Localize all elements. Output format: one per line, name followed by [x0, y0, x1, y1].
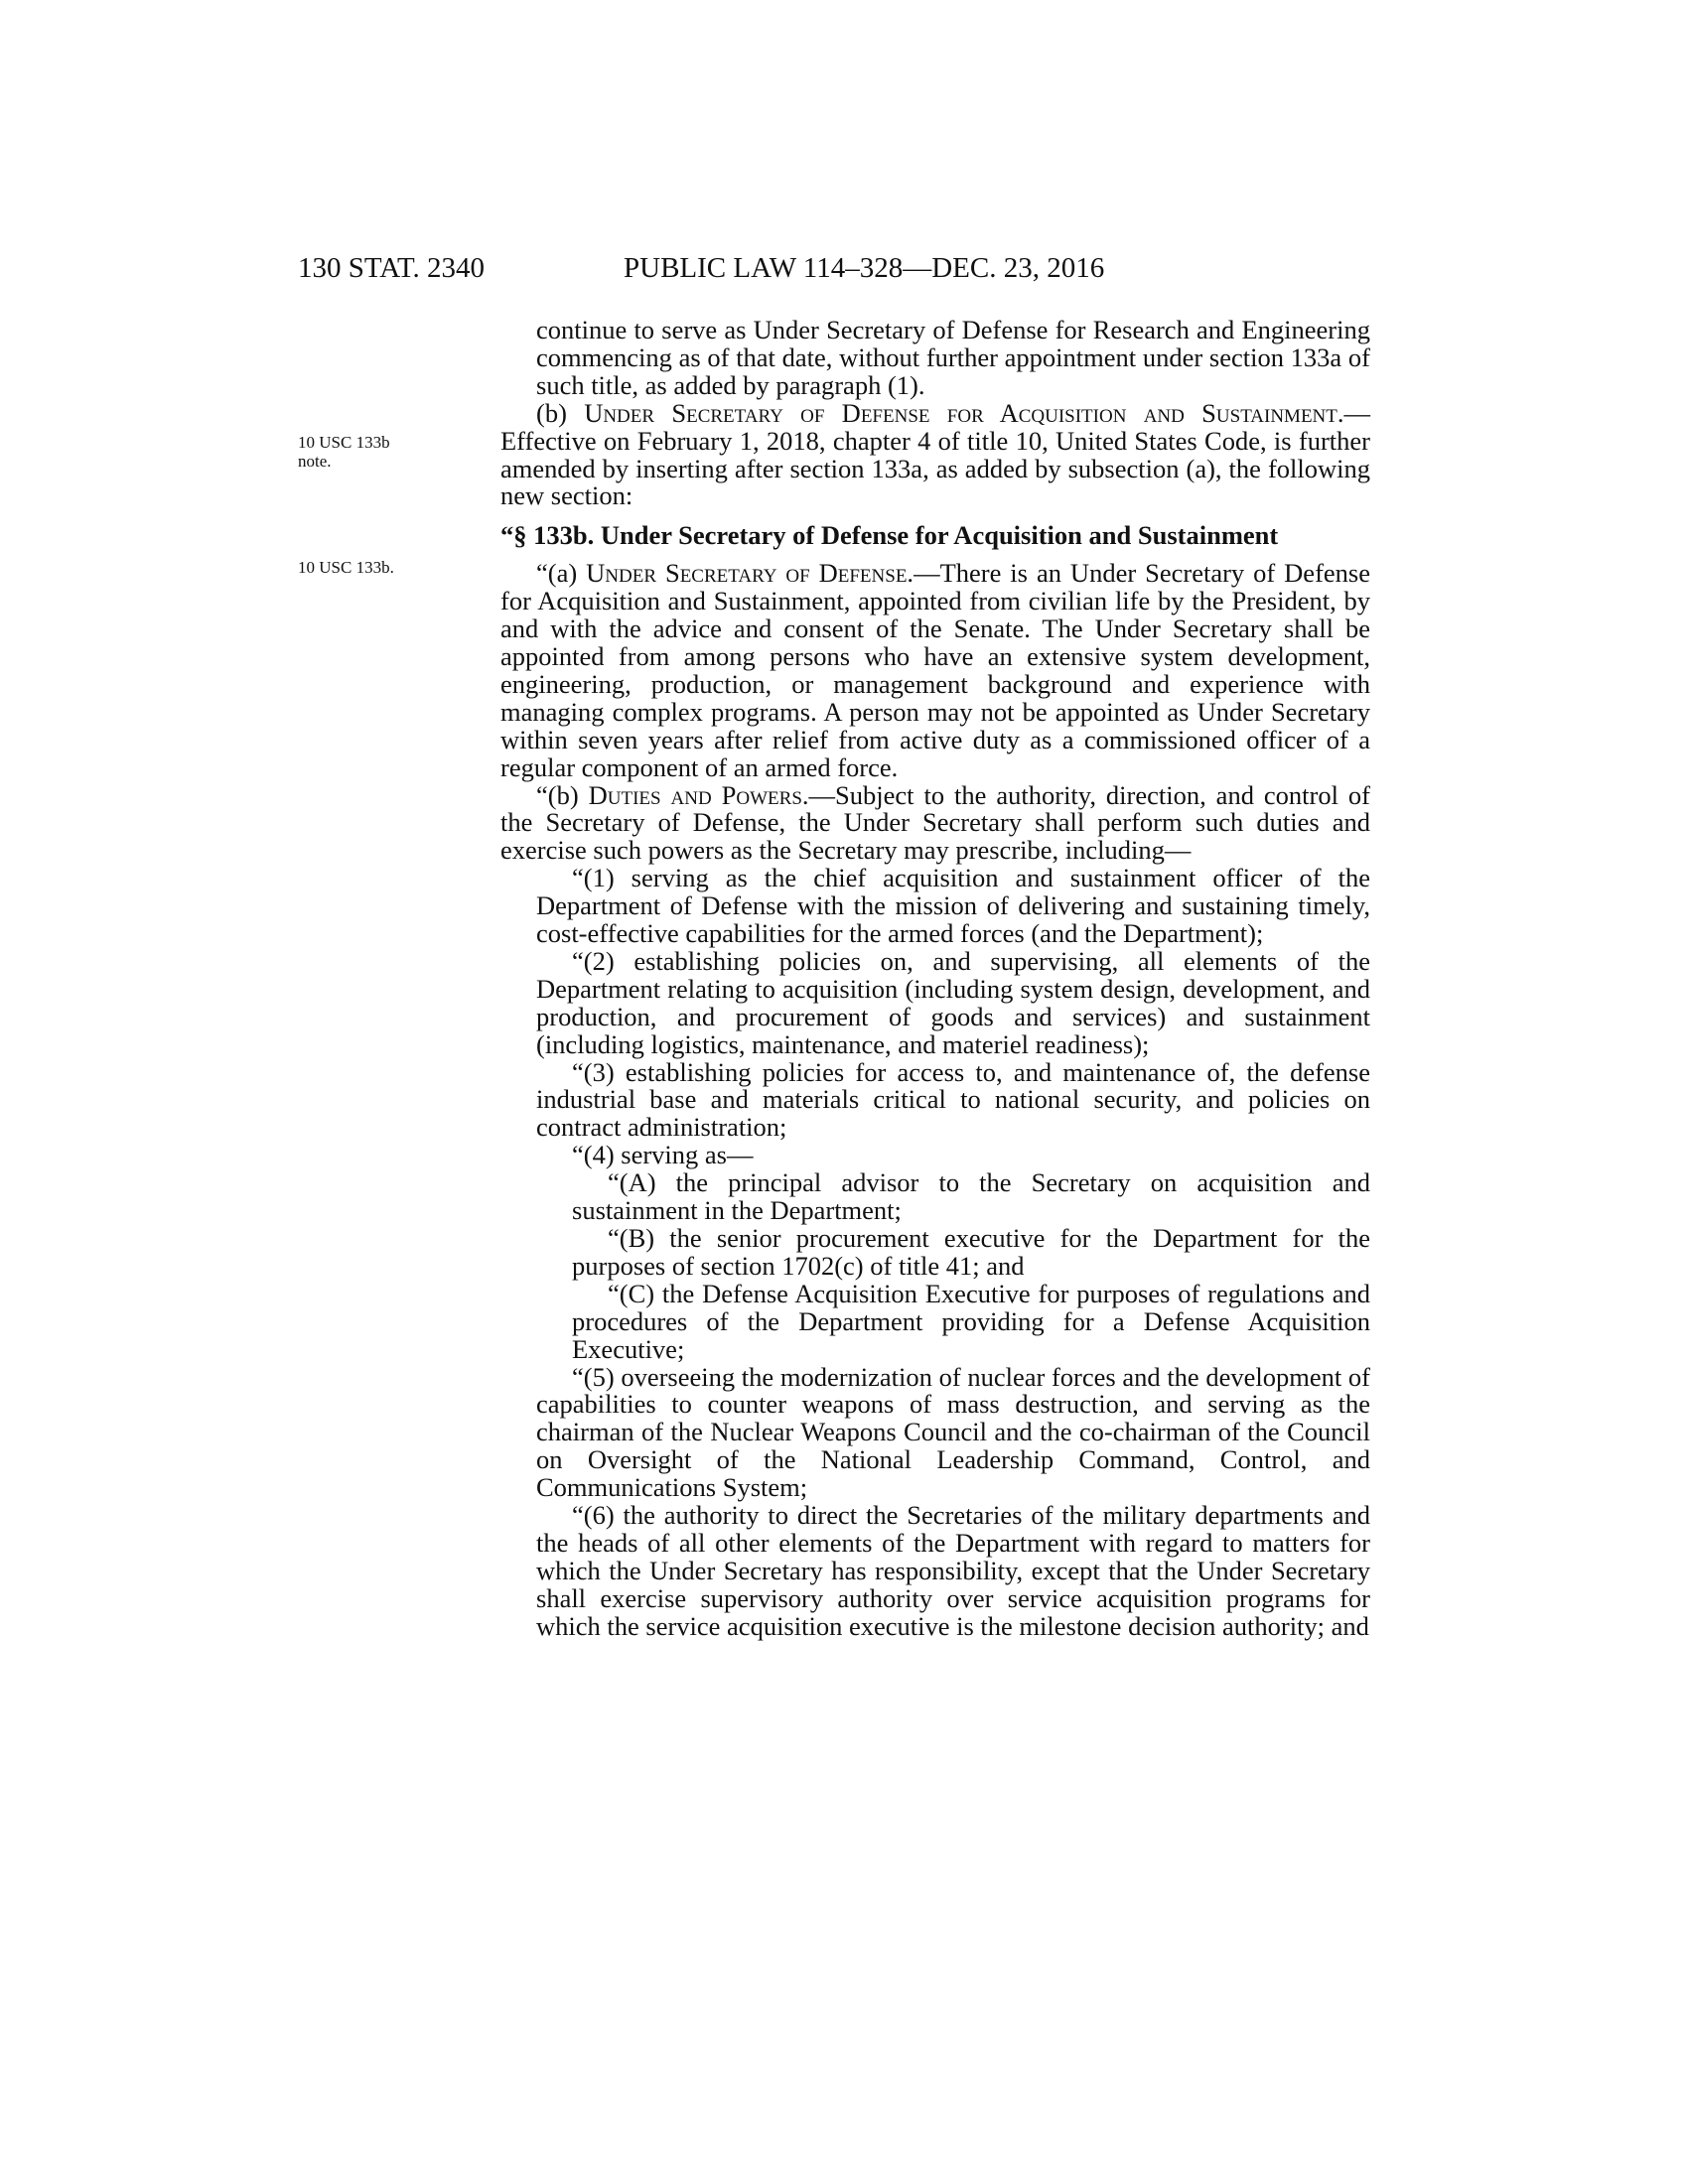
list-item: “(1) serving as the chief acquisition and sustainment officer of the Department of Defense with the mission of delivering and sustaining timely, cost-effective capabilities for the armed forces (and the Department);	[536, 863, 1370, 949]
list-item: “(4) serving as—	[572, 1140, 754, 1170]
margin-note-codification	[298, 433, 390, 471]
subsection-a-heading: Under Secretary of Defense.	[586, 558, 914, 589]
subsection-a-text: —There is an Under Secretary of Defense for Acquisition and Sustainment, appointed from civilian life by the President, by and with the advice and consent of the Senate. The Under Secretary shall be appointed from among persons who have an extensive system development, engineering, production, or management background and experience with managing complex programs. A person may not be appointed as Under Secretary within seven years after relief from active duty as a commissioned officer of a regular component of an armed force.	[500, 558, 1370, 782]
margin-note-section: 10 USC 133b.	[298, 558, 394, 577]
subsection-a-prefix: “(a)	[536, 558, 587, 589]
list-item: “(3) establishing policies for access to, and maintenance of, the defense industrial base and materials critical to national security, and policies on contract administration;	[536, 1056, 1370, 1143]
subsection-b-prefix: (b)	[536, 397, 585, 428]
paragraph-continuation: continue to serve as Under Secretary of Defense for Research and Engineering commencing as of that date, without further appointment under section 133a of such title, as added by paragraph (1).	[536, 315, 1370, 400]
sub-list-item: “(C) the Defense Acquisition Executive for purposes of regulations and procedures of the Department providing for a Defense Acquisition Executive;	[572, 1278, 1370, 1364]
public-law-title: PUBLIC LAW 114–328—DEC. 23, 2016	[624, 252, 1105, 284]
subsection-duties	[500, 779, 1370, 866]
subsection-b-text: —Effective on February 1, 2018, chapter 4 of title 10, United States Code, is further amended by inserting after section 133a, as added by subsection (a), the following new section:	[500, 397, 1371, 511]
list-item: “(6) the authority to direct the Secretaries of the military departments and the heads of all other elements of the Department with regard to matters for which the Under Secretary has responsibility, except that the Under Secretary shall exercise supervisory authority over service acquisition programs for which the service acquisition executive is the milestone decision authority; and	[536, 1500, 1370, 1641]
sub-list-item: “(A) the principal advisor to the Secretary on acquisition and sustainment in the Department;	[572, 1167, 1370, 1226]
subsection-duties-heading: Duties and Powers.	[588, 779, 809, 810]
subsection-b	[500, 397, 1371, 511]
subsection-duties-text: —Subject to the authority, direction, and control of the Secretary of Defense, the Under Secretary shall perform such duties and exercise such powers as the Secretary may prescribe, including—	[500, 779, 1370, 866]
sub-list-item: “(B) the senior procurement executive for the Department for the purposes of section 1702(c) of title 41; and	[572, 1223, 1370, 1281]
subsection-duties-prefix: “(b)	[536, 779, 589, 810]
section-heading: “§ 133b. Under Secretary of Defense for Acquisition and Sustainment	[500, 520, 1279, 551]
margin-note-line: note.	[298, 452, 332, 471]
stat-page-number: 130 STAT. 2340	[298, 252, 486, 284]
subsection-b-heading: Under Secretary of Defense for Acquisition and Sustainment.	[584, 397, 1344, 428]
list-item: “(2) establishing policies on, and supervising, all elements of the Department relating to acquisition (including system design, development, and production, and procurement of goods and services) and sustainment (including logistics, maintenance, and materiel readiness);	[536, 945, 1370, 1059]
subsection-a	[500, 560, 1370, 781]
page-header	[298, 248, 1221, 288]
list-item: “(5) overseeing the modernization of nuclear forces and the development of capabilities to counter weapons of mass destruction, and serving as the chairman of the Nuclear Weapons Council and the co-chairman of the Council on Oversight of the National Leadership Command, Control, and Communications System;	[536, 1361, 1370, 1503]
statute-body	[500, 317, 1370, 1641]
margin-note-line: 10 USC 133b	[298, 433, 390, 452]
